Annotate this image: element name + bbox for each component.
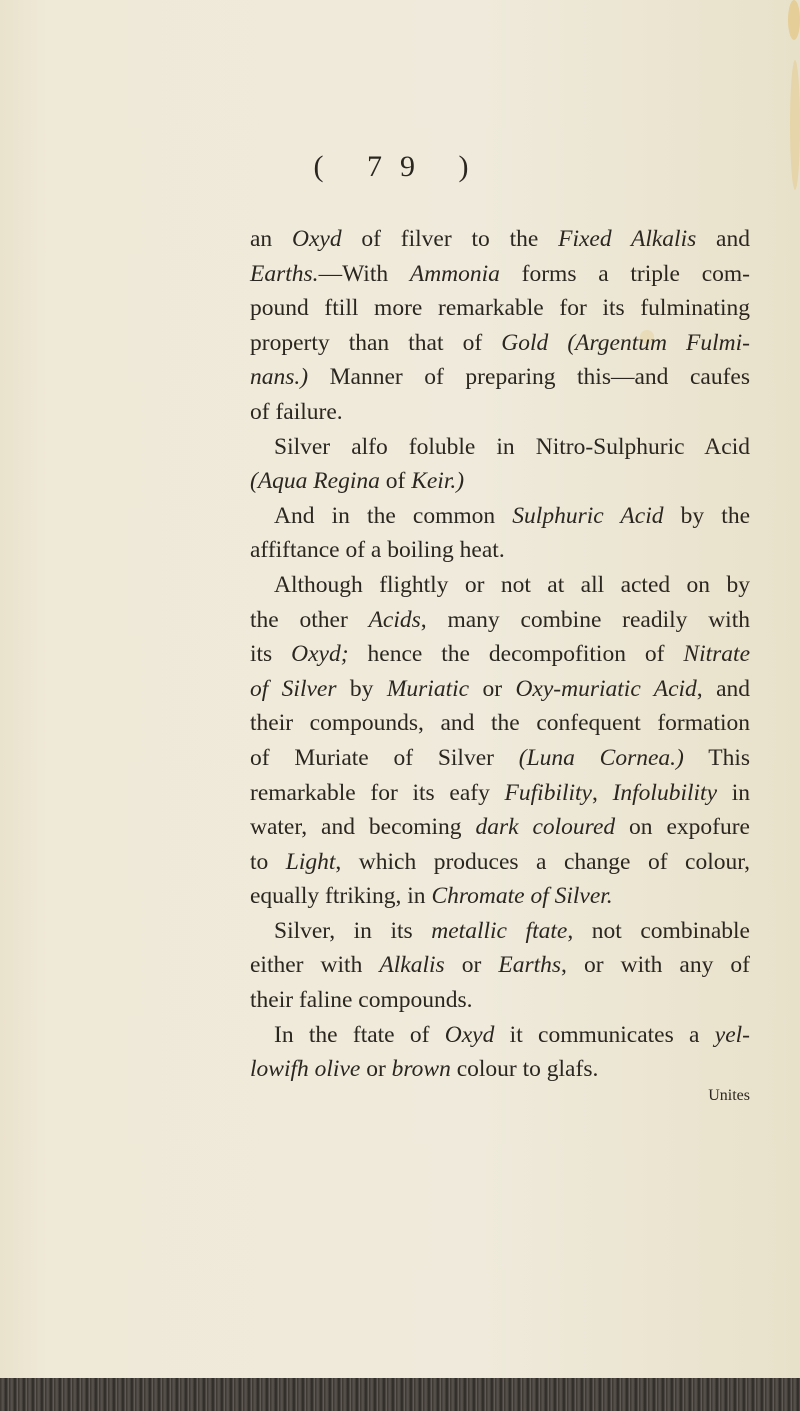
text-line: of Muriate of Silver (Luna Cornea.) This xyxy=(250,744,750,771)
page-number: ( 79 ) xyxy=(313,150,487,183)
italic-term: Gold (Argentum Fulmi- xyxy=(501,329,750,356)
italic-term: Fixed Alkalis xyxy=(558,226,697,252)
text-line: property than that of Gold (Argentum Fulmi- xyxy=(250,329,750,356)
italic-term: Light xyxy=(285,848,336,875)
text-line: its Oxyd; hence the decompofition of Nitrate xyxy=(250,641,750,668)
text-line: of failure. xyxy=(250,398,343,425)
italic-term: Ammonia xyxy=(409,260,500,287)
italic-term: dark coloured xyxy=(475,814,616,841)
text-line: to Light, which produces a change of colour, xyxy=(250,848,751,875)
text-line: an Oxyd of filver to the Fixed Alkalis and xyxy=(250,226,750,252)
italic-term: Chromate of Silver. xyxy=(431,883,613,910)
text-line: remarkable for its eafy Fufibility, Infolubility in xyxy=(250,779,750,806)
text-line: lowifh olive or brown colour to glafs. xyxy=(250,1056,599,1083)
body-text xyxy=(250,222,750,1087)
text-line: their compounds, and the confequent formation xyxy=(250,710,750,737)
italic-term: yel- xyxy=(714,1021,750,1048)
italic-term: Fufibility xyxy=(504,779,592,806)
text-line: In the ftate of Oxyd it communicates a yel- xyxy=(274,1021,750,1048)
page-stain xyxy=(788,0,800,40)
page-bottom-edge xyxy=(0,1378,800,1411)
italic-term: Nitrate xyxy=(683,641,750,668)
text-line: (Aqua Regina of Keir.) xyxy=(250,468,465,495)
italic-term: lowifh olive xyxy=(250,1056,361,1083)
italic-term: Oxyd xyxy=(444,1021,495,1048)
italic-term: Earths xyxy=(498,952,562,979)
text-line: pound ftill more remarkable for its fulminating xyxy=(250,295,750,322)
italic-term: Muriatic xyxy=(386,675,470,702)
italic-term: Sulphuric Acid xyxy=(512,502,664,529)
text-line: their faline compounds. xyxy=(250,987,473,1014)
italic-term: nans.) xyxy=(250,364,309,391)
text-line: nans.) Manner of preparing this—and caufes xyxy=(250,364,750,391)
italic-term: of Silver xyxy=(250,675,337,702)
text-line: affiftance of a boiling heat. xyxy=(250,537,505,564)
text-line: either with Alkalis or Earths, or with any of xyxy=(250,952,750,979)
italic-term: Keir.) xyxy=(411,468,465,495)
italic-term: Earths. xyxy=(250,260,319,287)
italic-term: Oxyd xyxy=(292,226,342,252)
text-line: the other Acids, many combine readily with xyxy=(250,606,750,633)
italic-term: Oxy-muriatic Acid xyxy=(515,675,697,702)
text-line: Earths.—With Ammonia forms a triple com- xyxy=(250,260,750,287)
text-line: Silver alfo foluble in Nitro-Sulphuric Acid xyxy=(274,433,750,460)
text-line: Although flightly or not at all acted on by xyxy=(274,571,750,598)
text-line: And in the common Sulphuric Acid by the xyxy=(274,502,750,529)
italic-term: brown xyxy=(391,1056,451,1083)
catchword: Unites xyxy=(708,1087,750,1104)
italic-term: Alkalis xyxy=(379,952,445,979)
italic-term: Acids xyxy=(368,606,421,633)
text-line: water, and becoming dark coloured on expofure xyxy=(250,814,750,841)
italic-term: (Luna Cornea.) xyxy=(518,744,684,771)
text-line: Silver, in its metallic ftate, not combinable xyxy=(274,917,750,944)
italic-term: Infolubility xyxy=(612,779,718,806)
italic-term: Oxyd; xyxy=(291,641,349,668)
text-line: equally ftriking, in Chromate of Silver. xyxy=(250,883,613,910)
italic-term: (Aqua Regina xyxy=(250,468,380,495)
italic-term: metallic ftate xyxy=(431,917,568,944)
text-line: of Silver by Muriatic or Oxy-muriatic Acid, and xyxy=(250,675,751,702)
